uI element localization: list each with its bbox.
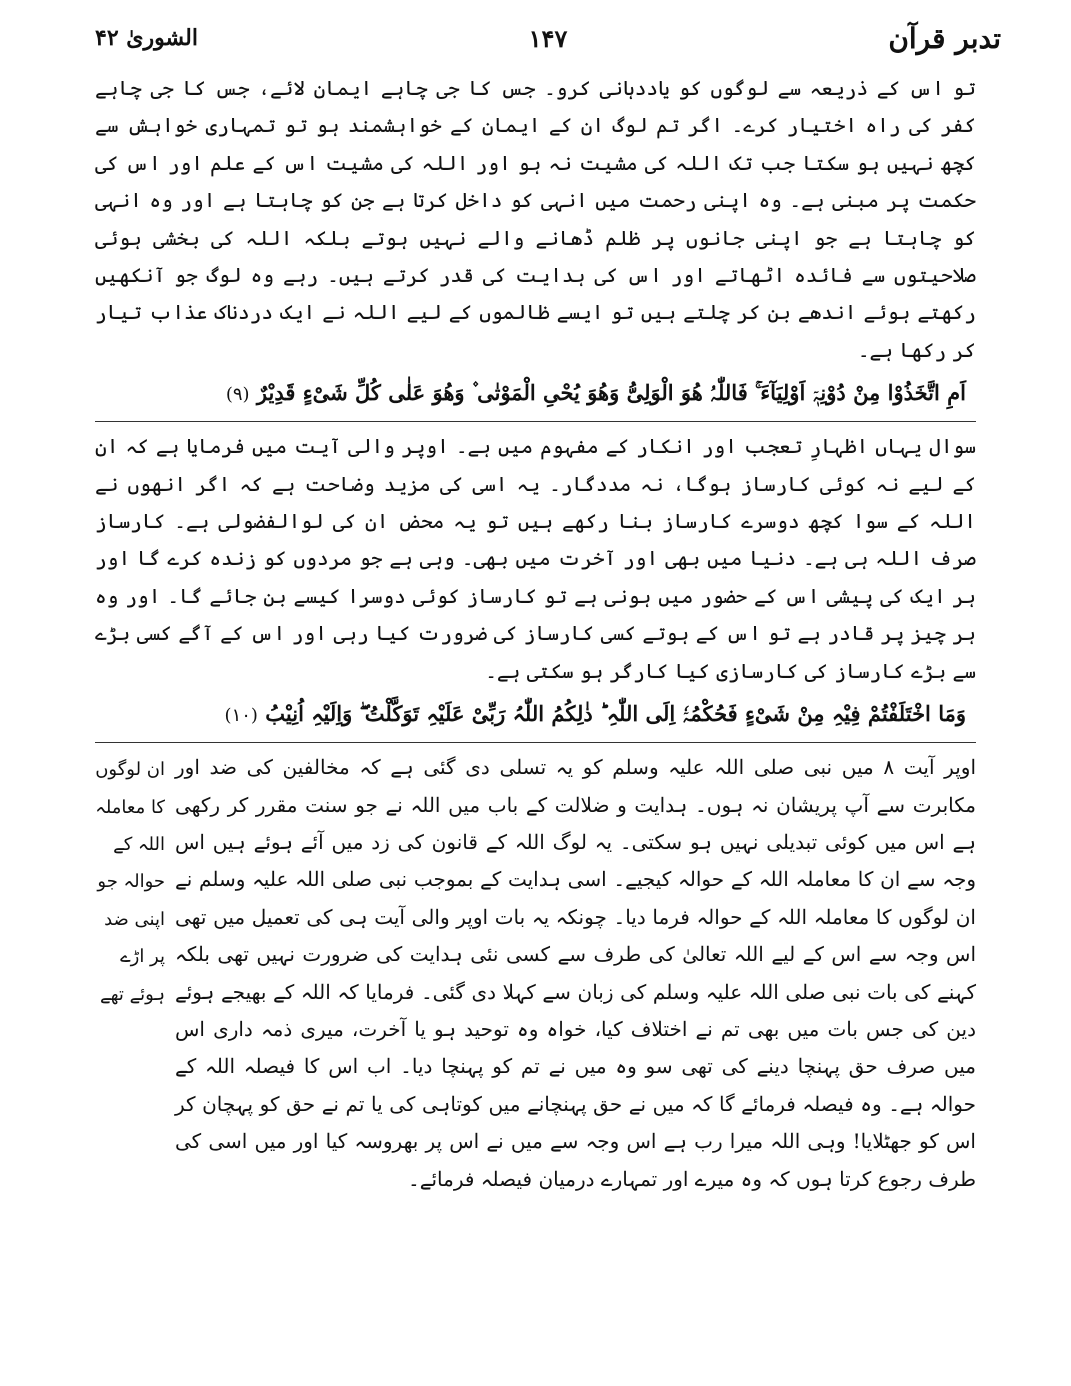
- page-number: ۱۴۷: [528, 23, 568, 53]
- divider: [95, 421, 976, 422]
- divider: [95, 742, 976, 743]
- page-body: [95, 70, 976, 1198]
- verse-text: اَمِ اتَّخَذُوْا مِنْ دُوْنِہٖۤ اَوْلِیَآءَ ۚ فَاللّٰہُ ھُوَ الْوَلِیُّ وَھُوَ یُحْیِ الْمَوْتٰی ۫ وَھُوَ عَلٰی کُلِّ شَیْءٍ قَدِیْرٌ: [256, 380, 966, 406]
- surah-reference: الشوریٰ ۴۲: [95, 25, 198, 51]
- commentary-section-3: [95, 749, 976, 1198]
- commentary-paragraph-2: سوال یہاں اظہارِ تعجب اور انکار کے مفہوم میں ہے۔ اوپر والی آیت میں فرمایا ہے کہ ان کے لیے نہ کوئی کارساز ہوگا، نہ مددگار۔ یہ اسی کی مزید وضاحت ہے کہ اگر انھوں نے اللہ کے سوا کچھ دوسرے کارساز بنا رکھے ہیں تو یہ محض ان کی لوالفضولی ہے۔ کارساز صرف اللہ ہی ہے۔ دنیا میں بھی اور آخرت میں بھی۔ وہی ہے جو مردوں کو زندہ کرے گا اور ہر ایک کی پیشی اس کے حضور میں ہونی ہے تو کارساز کوئی دوسرا کیسے بن جائے گا۔ اور وہ ہر چیز پر قادر ہے تو اس کے ہوتے کسی کارساز کی ضرورت کیا رہی اور اس کے آگے کسی بڑے سے بڑے کارساز کی کارسازی کیا کارگر ہو سکتی ہے۔: [95, 434, 976, 683]
- quran-verse-10: [95, 694, 976, 736]
- margin-note: ان لوگوں کا معاملہ اللہ کے حوالہ جو اپنی ضد پر اڑے ہوئے تھے: [95, 759, 165, 1005]
- verse-number: (۱۰): [224, 705, 258, 727]
- page-header: [95, 18, 1001, 58]
- commentary-paragraph-3: اوپر آیت ۸ میں نبی صلی اللہ علیہ وسلم کو یہ تسلی دی گئی ہے کہ مخالفین کی ضد اور مکابرت سے آپ پریشان نہ ہوں۔ ہدایت و ضلالت کے باب میں اللہ نے جو سنت مقرر کر رکھی ہے اس میں کوئی تبدیلی نہیں ہو سکتی۔ یہ لوگ اللہ کے قانون کی زد میں آئے ہوئے ہیں اس وجہ سے ان کا معاملہ اللہ کے حوالہ کیجیے۔ اسی ہدایت کے بموجب نبی صلی اللہ علیہ وسلم نے ان لوگوں کا معاملہ اللہ کے حوالہ فرما دیا۔ چونکہ یہ بات اوپر والی آیت ہی کی تعمیل میں تھی اس وجہ سے اس کے لیے اللہ تعالیٰ کی طرف سے کسی نئی ہدایت کی ضرورت نہیں تھی بلکہ کہنے کی بات نبی صلی اللہ علیہ وسلم کی زبان سے کہلا دی گئی۔ فرمایا کہ اللہ کے بھیجے ہوئے دین کی جس بات میں بھی تم نے اختلاف کیا، خواہ وہ توحید ہو یا آخرت، میری ذمہ داری اس میں صرف حق پہنچا دینے کی تھی سو وہ میں نے تم کو پہنچا دیا۔ اب اس کا فیصلہ اللہ کے حوالہ ہے۔ وہ فیصلہ فرمائے گا کہ میں نے حق پہنچانے میں کوتاہی کی یا تم نے حق کو پہچان کر اس کو جھٹلایا! وہی اللہ میرا رب ہے اس وجہ سے میں نے اس پر بھروسہ کیا اور میں اسی کی طرف رجوع کرتا ہوں کہ وہ میرے اور تمہارے درمیان فیصلہ فرمائے۔: [175, 755, 976, 1191]
- commentary-paragraph-1: تو اس کے ذریعہ سے لوگوں کو یاددہانی کرو۔ جس کا جی چاہے ایمان لائے، جس کا جی چاہے کفر کی راہ اختیار کرے۔ اگر تم لوگ ان کے ایمان کے خواہشمند ہو تو تمہاری خواہش سے کچھ نہیں ہو سکتا جب تک اللہ کی مشیت نہ ہو اور اللہ کی مشیت اس کے علم اور اس کی حکمت پر مبنی ہے۔ وہ اپنی رحمت میں انہی کو داخل کرتا ہے جن کو چاہتا ہے اور وہ انہی کو چاہتا ہے جو اپنی جانوں پر ظلم ڈھانے والے نہیں ہوتے بلکہ اللہ کی بخشی ہوئی صلاحیتوں سے فائدہ اٹھاتے اور اس کی ہدایت کی قدر کرتے ہیں۔ رہے وہ لوگ جو آنکھیں رکھتے ہوئے اندھے بن کر چلتے ہیں تو ایسے ظالموں کے لیے اللہ نے ایک دردناک عذاب تیار کر رکھا ہے۔: [95, 76, 976, 362]
- verse-number: (۹): [225, 384, 250, 406]
- quran-verse-9: [95, 373, 976, 415]
- verse-text: وَمَا اخْتَلَفْتُمْ فِیْہِ مِنْ شَیْءٍ فَحُکْمُہٗۤ اِلَی اللّٰہِ ؕ ذٰلِکُمُ اللّٰہُ رَبِّیْ عَلَیْہِ تَوَکَّلْتُ ۖ وَاِلَیْہِ اُنِیْبُ: [265, 701, 966, 727]
- book-title: تدبر قرآن: [888, 21, 1001, 55]
